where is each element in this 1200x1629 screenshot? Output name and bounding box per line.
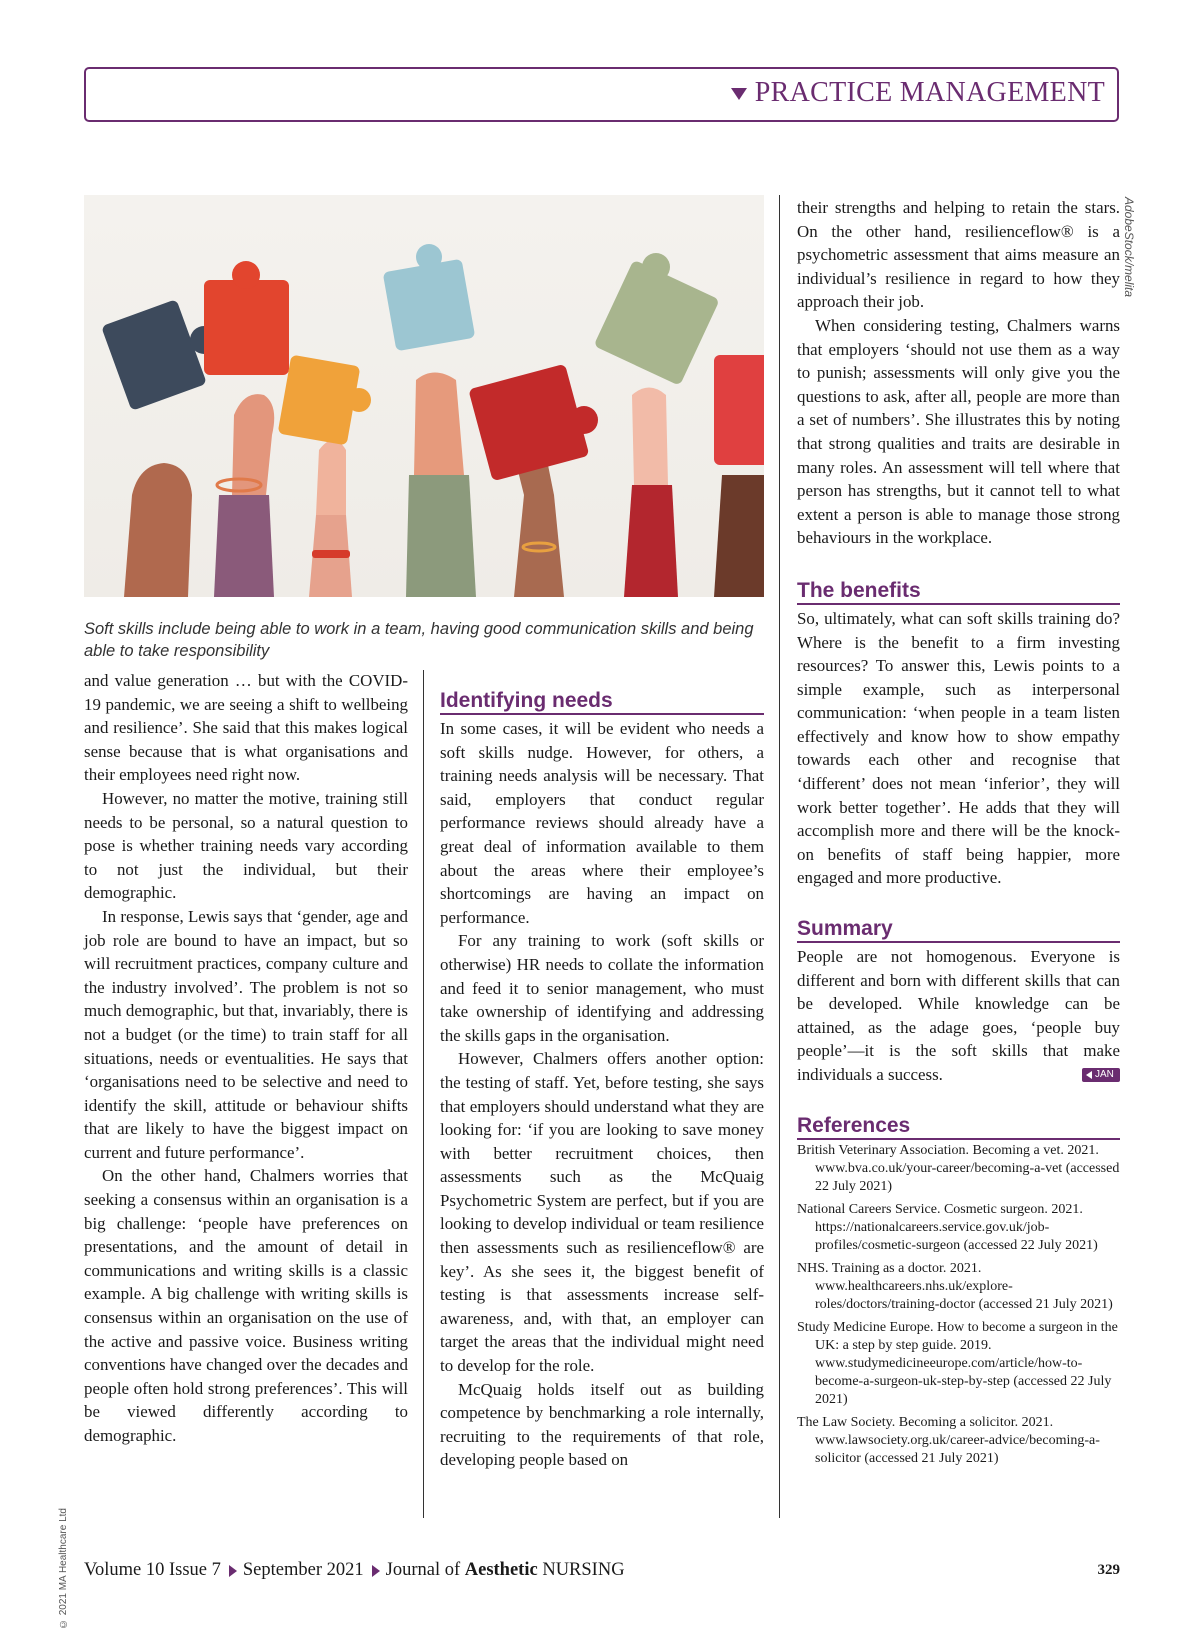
illustration-svg — [84, 195, 764, 597]
column-divider — [423, 670, 424, 1518]
page-number: 329 — [1097, 1562, 1120, 1578]
end-mark-label: JAN — [1095, 1069, 1114, 1080]
section-title: PRACTICE MANAGEMENT — [754, 77, 1105, 108]
end-of-article-mark — [1082, 1068, 1120, 1082]
journal-prefix: Journal of — [385, 1560, 465, 1580]
triangle-down-icon — [731, 88, 747, 100]
footer-journal — [386, 1560, 625, 1581]
reference-item: The Law Society. Becoming a solicitor. 2021. www.lawsociety.org.uk/career-advice/becoming-a-solicitor (accessed 21 July 2021) — [797, 1414, 1100, 1466]
paragraph: However, no matter the motive, training still needs to be personal, so a natural question to pose is whether training needs vary according to not just the individual, but their demographic. — [84, 788, 408, 903]
journal-suffix: NURSING — [537, 1560, 625, 1580]
column-2 — [440, 688, 764, 1472]
heading-identifying-needs: Identifying needs — [440, 688, 764, 715]
reference-item: British Veterinary Association. Becoming a vet. 2021. www.bva.co.uk/your-career/becoming-a-vet (accessed 22 July 2021) — [797, 1142, 1120, 1194]
section-header-box — [84, 67, 1119, 122]
image-credit: AdobeStock/melita — [1122, 197, 1136, 298]
section-label — [731, 77, 1105, 109]
paragraph: For any training to work (soft skills or otherwise) HR needs to collate the information and feed it to senior management, who must take ownership of identifying and addressing the skills gaps in the organisation. — [440, 931, 764, 1045]
puzzle-hands-illustration — [84, 195, 764, 597]
paragraph — [797, 945, 1120, 1087]
heading-summary: Summary — [797, 916, 1120, 943]
paragraph: their strengths and helping to retain the stars. On the other hand, resilienceflow® is a psychometric assessment that aims measure an individual’s resilience in regard to how they approach their job. — [797, 198, 1120, 312]
triangle-right-icon — [372, 1565, 380, 1577]
copyright-notice: © 2021 MA Healthcare Ltd — [58, 1508, 69, 1629]
references-list — [797, 1142, 1120, 1468]
paragraph: In some cases, it will be evident who needs a soft skills nudge. However, for others, a training needs analysis will be necessary. That said, employers that conduct regular performance reviews should already have a great deal of information available to them about the areas where their employee’s shortcomings are having an impact on performance. — [440, 719, 764, 927]
reference-item: Study Medicine Europe. How to become a surgeon in the UK: a step by step guide. 2019. www.studymedicineeurope.com/article/how-to-become-a-surgeon-uk-step-by-step (accessed 22 July 2021) — [797, 1319, 1118, 1407]
paragraph: When considering testing, Chalmers warns that employers ‘should not use them as a way to punish; assessments will only give you the questions to ask, after all, people are more than a set of numbers’. She illustrates this by noting that strong qualities and traits are desirable in many roles. An assessment will tell where that person has strengths, but it cannot tell to what extent a person is able to manage those strong behaviours in the workplace. — [797, 315, 1120, 548]
journal-bold: Aesthetic — [464, 1560, 538, 1580]
paragraph: McQuaig holds itself out as building competence by benchmarking a role internally, recruiting to the requirements of that role, developing people based on — [440, 1379, 764, 1470]
paragraph: However, Chalmers offers another option: the testing of staff. Yet, before testing, she says that employers should understand what they are looking for: ‘if you are looking to save money with better recruitment choices, then assessments such as the McQuaig Psychometric System are perfect, but if you are looking to develop individual or team resilience then assessments such as resilienceflow® are key’. As she sees it, the biggest benefit of testing is that assessments increase self-awareness, and, with that, an employer can target the areas that the individual might need to develop for the role. — [440, 1049, 764, 1376]
heading-benefits: The benefits — [797, 578, 1120, 605]
triangle-right-icon — [229, 1565, 237, 1577]
footer-date: September 2021 — [242, 1560, 364, 1580]
column-divider — [779, 195, 780, 1518]
column-3 — [797, 196, 1120, 1473]
paragraph: So, ultimately, what can soft skills training do? Where is the benefit to a firm investing resources? To answer this, Lewis points to a simple example, such as interpersonal communication: ‘when people in a team listen effectively and know how to show empathy towards each other and recognise that ‘different’ does not mean ‘inferior’, they will work better together’. He adds that they will accomplish more and there will be the knock-on benefits of staff being happier, more engaged and more productive. — [797, 608, 1120, 888]
column-1 — [84, 669, 408, 1448]
page-footer — [84, 1560, 1120, 1581]
reference-item: National Careers Service. Cosmetic surgeon. 2021. https://nationalcareers.service.gov.uk/job-profiles/cosmetic-surgeon (accessed 22 July 2021) — [797, 1201, 1098, 1253]
paragraph: On the other hand, Chalmers worries that seeking a consensus within an organisation is a big challenge: ‘people have preferences on presentations, and the amount of detail in communications and writing skills is a classic example. A big challenge with writing skills is consensus within an organisation on the use of the active and passive voice. Business writing conventions have changed over the decades and people often hold strong preferences’. This will be viewed differently according to demographic. — [84, 1166, 408, 1445]
paragraph: and value generation … but with the COVID-19 pandemic, we are seeing a shift to wellbeing and resilience’. She said that this makes logical sense because that is what organisations and their employees need right now. — [84, 671, 408, 785]
summary-text: People are not homogenous. Everyone is different and born with different skills that can be developed. While knowledge can be attained, as the adage goes, ‘people buy people’—it is the soft skills that make individuals a success. — [797, 947, 1120, 1084]
reference-item: NHS. Training as a doctor. 2021. www.healthcareers.nhs.uk/explore-roles/doctors/training-doctor (accessed 21 July 2021) — [797, 1260, 1113, 1312]
image-caption: Soft skills include being able to work in a team, having good communication skills and being able to take responsibility — [84, 620, 754, 660]
footer-volume: Volume 10 Issue 7 — [84, 1560, 221, 1580]
paragraph: In response, Lewis says that ‘gender, age and job role are bound to have an impact, but so will recruitment practices, company culture and the industry involved’. The problem is not so much demographic, but that, invariably, there is not a budget (or the time) to train staff for all situations, needs or eventualities. He says that ‘organisations need to be selective and need to identify the skill, attitude or behaviour shifts that are likely to have the biggest impact on current and future performance’. — [84, 906, 408, 1162]
heading-references: References — [797, 1113, 1120, 1140]
